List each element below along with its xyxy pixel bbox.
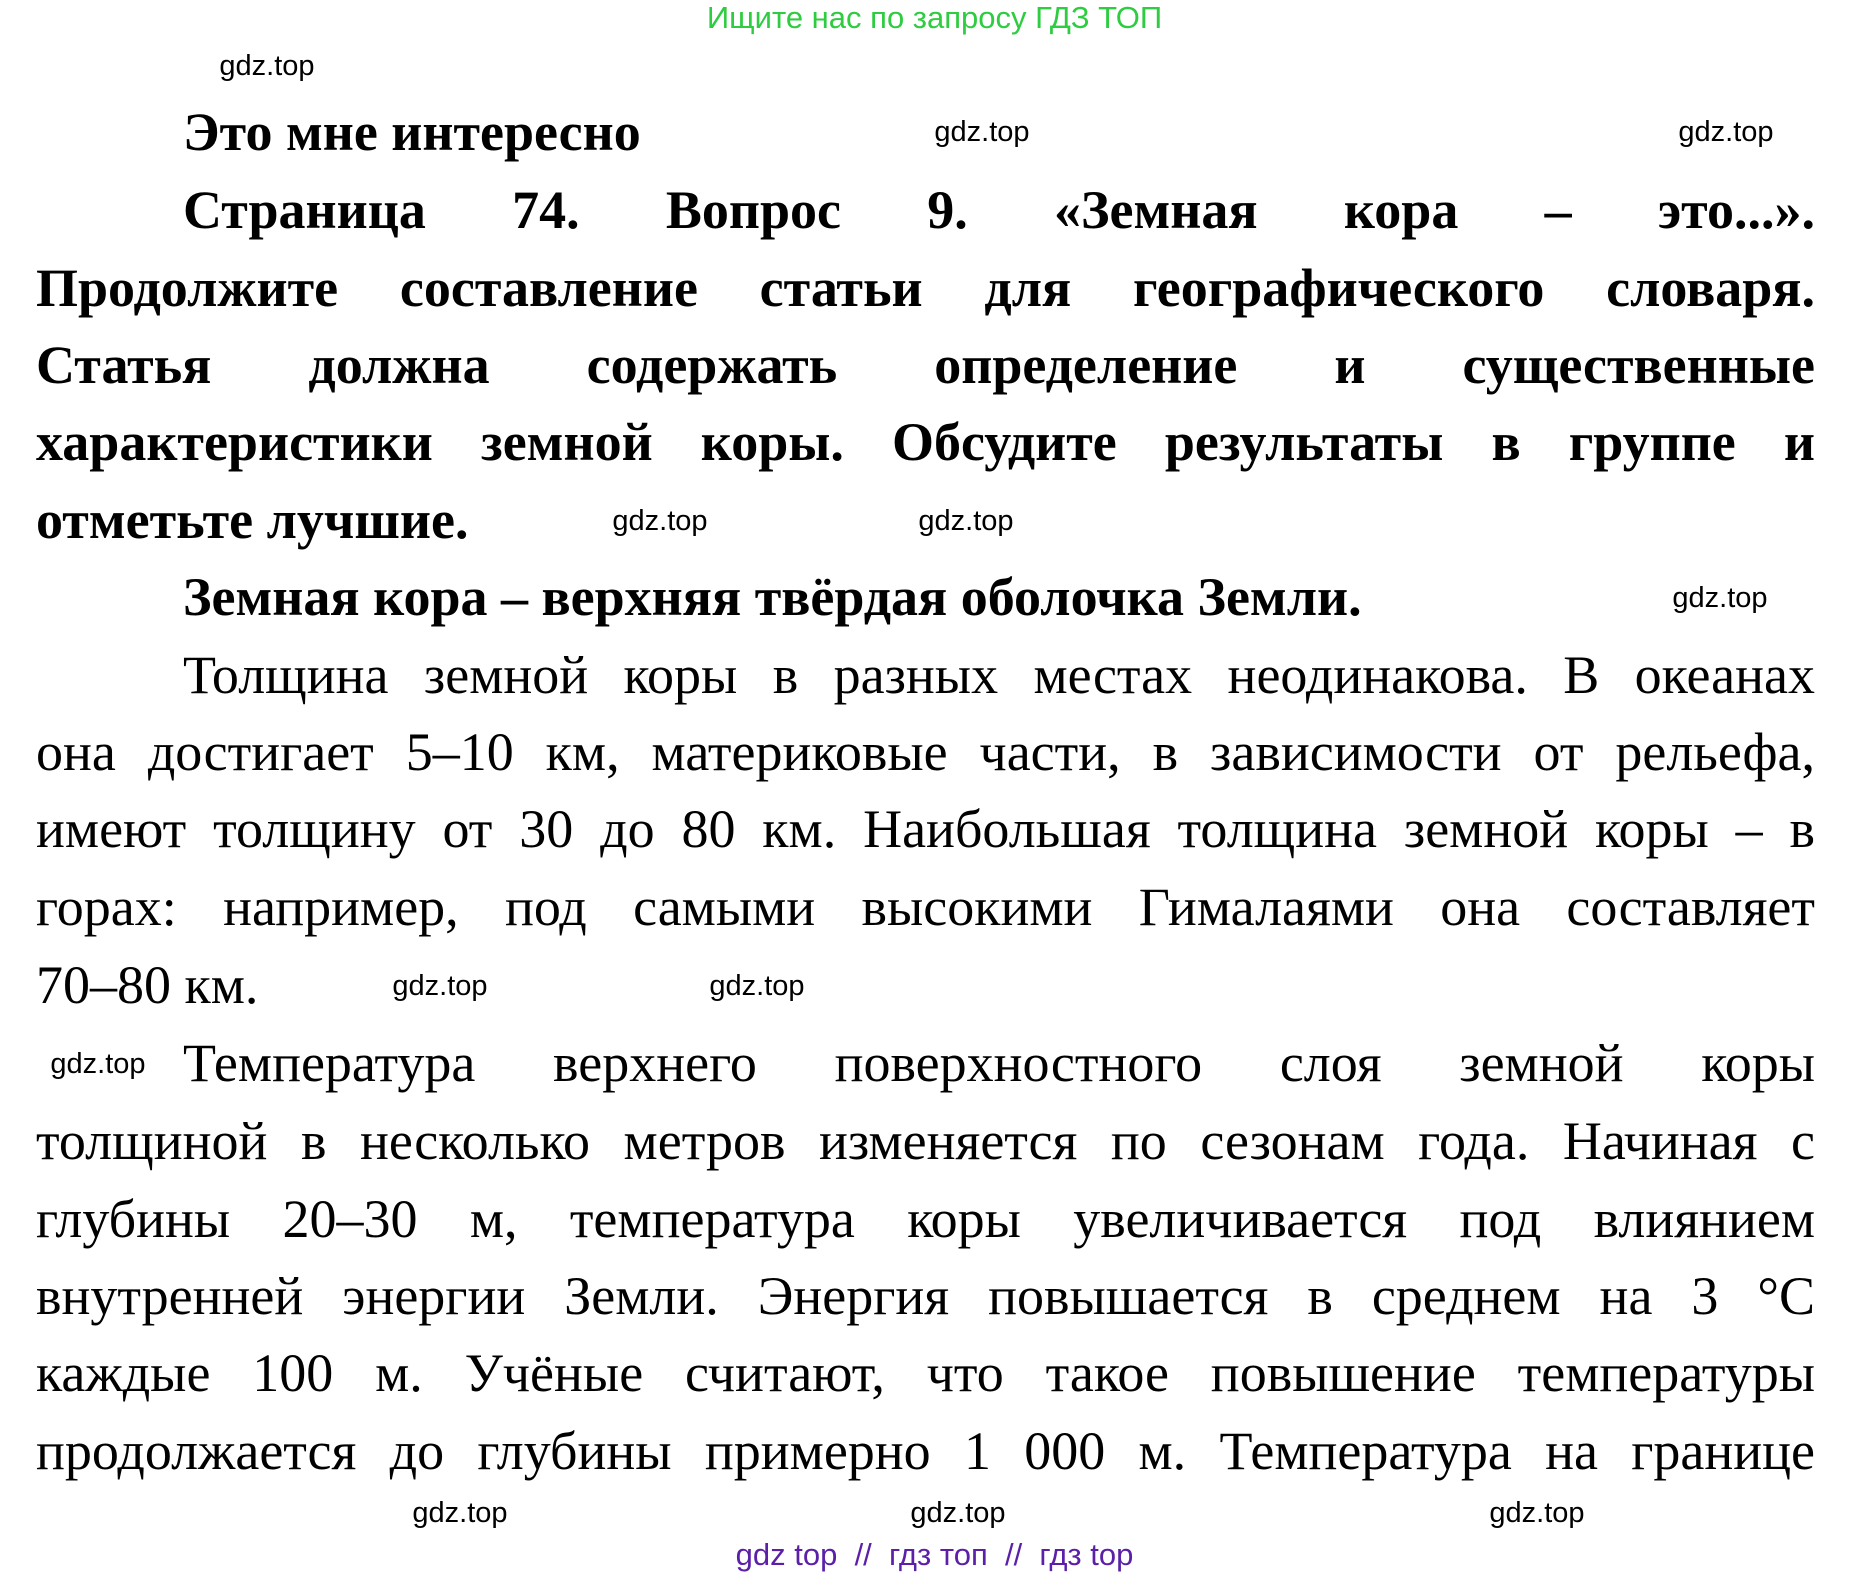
paragraph-line: горах: например, под самыми высокими Гималаями она составляет: [36, 877, 1815, 937]
watermark: gdz.top: [1672, 582, 1768, 614]
paragraph-line: толщиной в несколько метров изменяется по сезонам года. Начиная с: [36, 1111, 1815, 1171]
paragraph-line: Температура верхнего поверхностного слоя земной коры: [183, 1033, 1815, 1093]
question-line: Страница 74. Вопрос 9. «Земная кора – это...».: [183, 180, 1815, 240]
watermark: gdz.top: [910, 1497, 1006, 1529]
watermark: gdz.top: [392, 970, 488, 1002]
watermark: gdz.top: [612, 505, 708, 537]
paragraph-line: Толщина земной коры в разных местах неодинакова. В океанах: [183, 645, 1815, 705]
paragraph-line: каждые 100 м. Учёные считают, что такое повышение температуры: [36, 1343, 1815, 1403]
paragraph-line: глубины 20–30 м, температура коры увеличивается под влиянием: [36, 1189, 1815, 1249]
watermark: gdz.top: [709, 970, 805, 1002]
search-banner: Ищите нас по запросу ГДЗ ТОП: [706, 0, 1163, 35]
question-line: Статья должна содержать определение и существенные: [36, 335, 1815, 395]
question-line: характеристики земной коры. Обсудите результаты в группе и: [36, 412, 1815, 472]
watermark: gdz.top: [1678, 116, 1774, 148]
footer-banner: gdz top // гдз топ // гдз top: [735, 1537, 1134, 1572]
paragraph-line: 70–80 км.: [36, 955, 259, 1015]
paragraph-line: внутренней энергии Земли. Энергия повышается в среднем на 3 °С: [36, 1266, 1815, 1326]
watermark: gdz.top: [50, 1048, 146, 1080]
paragraph-line: имеют толщину от 30 до 80 км. Наибольшая толщина земной коры – в: [36, 799, 1815, 859]
question-line: отметьте лучшие.: [36, 490, 469, 550]
section-title: Это мне интересно: [183, 102, 641, 162]
watermark: gdz.top: [412, 1497, 508, 1529]
paragraph-line: она достигает 5–10 км, материковые части, в зависимости от рельефа,: [36, 722, 1815, 782]
question-line: Продолжите составление статьи для географического словаря.: [36, 258, 1815, 318]
answer-heading: Земная кора – верхняя твёрдая оболочка Земли.: [183, 567, 1362, 627]
watermark: gdz.top: [918, 505, 1014, 537]
paragraph-line: продолжается до глубины примерно 1 000 м. Температура на границе: [36, 1421, 1815, 1481]
watermark: gdz.top: [219, 50, 315, 82]
watermark: gdz.top: [934, 116, 1030, 148]
watermark: gdz.top: [1489, 1497, 1585, 1529]
